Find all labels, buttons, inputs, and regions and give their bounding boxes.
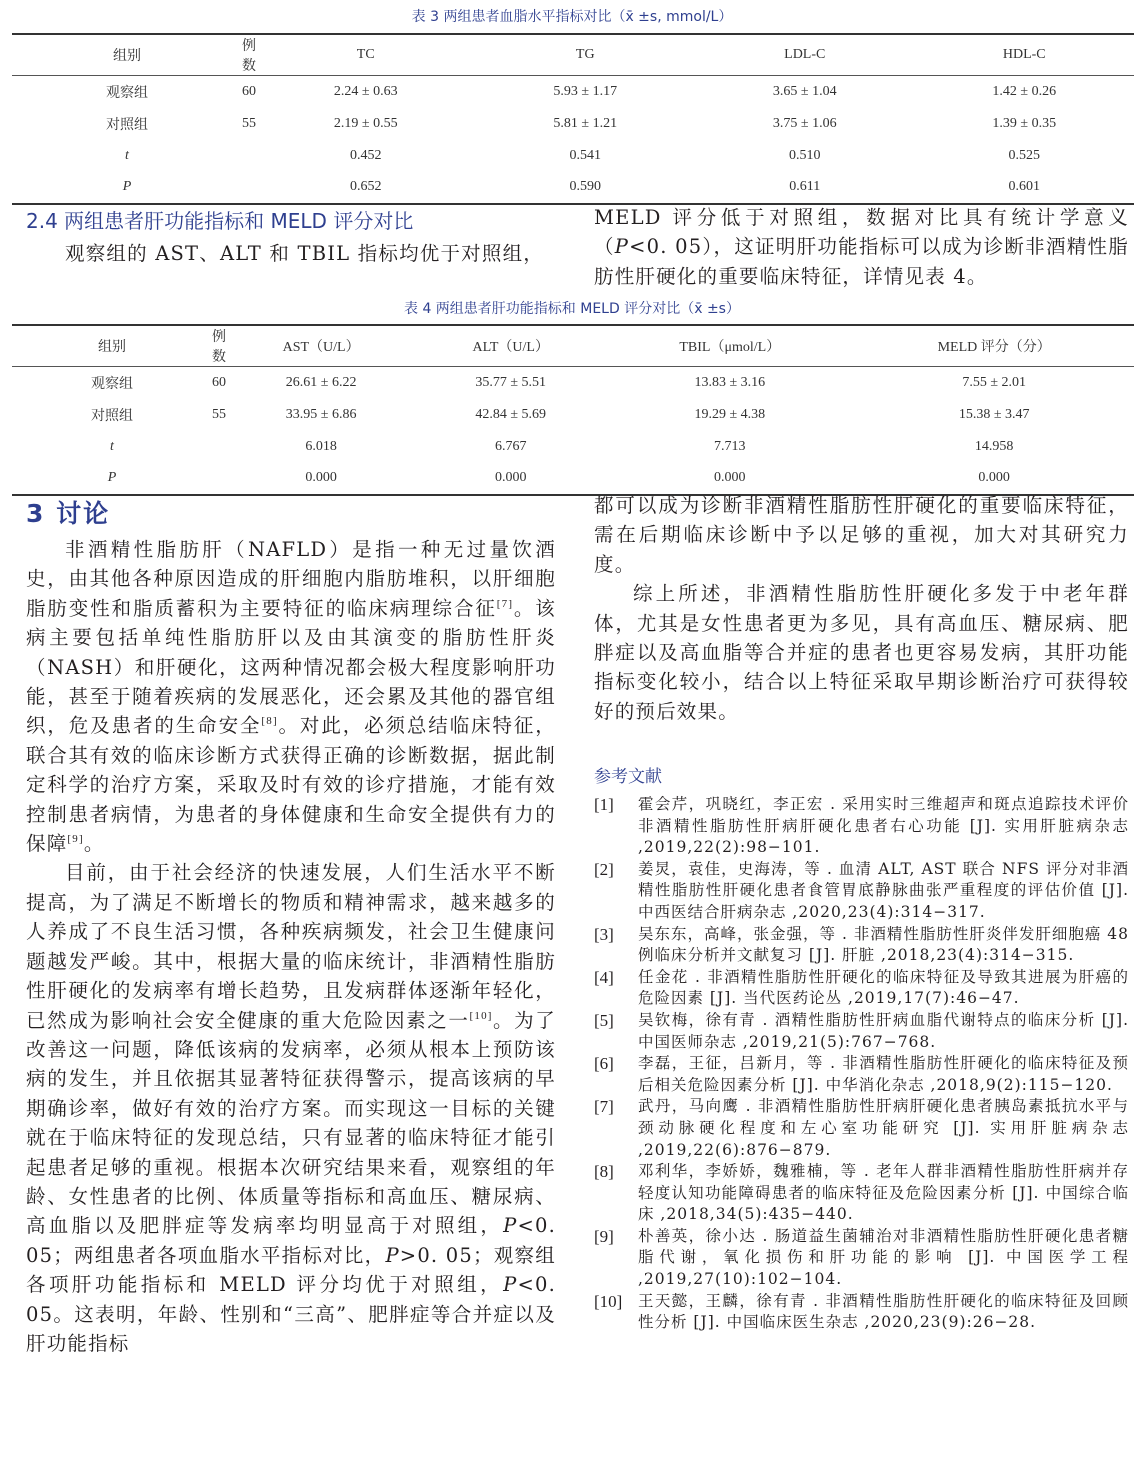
reference-item bbox=[594, 794, 1129, 859]
reference-number: [6] bbox=[594, 1054, 614, 1074]
table-cell: 2.24 ± 0.63 bbox=[333, 83, 398, 99]
table-cell: 19.29 ± 4.38 bbox=[694, 406, 766, 422]
table4-caption: 表 4 两组患者肝功能指标和 MELD 评分对比（x̄ ±s） bbox=[404, 301, 740, 317]
reference-text: 霍会芹，巩晓红，李正宏 . 采用实时三维超声和斑点追踪技术评价非酒精性脂肪性肝病肝硬化患者右心功能 [J]. 实用肝脏病杂志 ,2019,22(2):98−101. bbox=[638, 795, 1129, 857]
table-cell: 0.525 bbox=[1008, 147, 1040, 163]
text-run: 非酒精性脂肪肝（NAFLD）是指一种无过量饮酒史，由其他各种原因造成的肝细胞内脂肪堆积，以肝细胞脂肪变性和脂质蓄积为主要特征的临床病理综合征 bbox=[26, 538, 556, 620]
paragraph bbox=[594, 203, 1129, 291]
table-cell: 6.767 bbox=[494, 438, 527, 454]
reference-number: [5] bbox=[594, 1010, 614, 1030]
table-cell: t bbox=[110, 438, 114, 454]
references-list bbox=[594, 794, 1129, 1334]
table-cell: 7.55 ± 2.01 bbox=[962, 374, 1027, 390]
table-cell: 55 bbox=[242, 115, 256, 131]
reference-text: 王天懿，王麟，徐有青 . 非酒精性脂肪性肝硬化的临床特征及回顾性分析 [J]. 中国临床医生杂志 ,2020,23(9):26−28. bbox=[638, 1291, 1129, 1332]
citation[interactable]: [10] bbox=[469, 1009, 493, 1022]
reference-number: [8] bbox=[594, 1162, 614, 1182]
table-cell: 5.81 ± 1.21 bbox=[553, 115, 618, 131]
table-cell: 0.590 bbox=[569, 179, 601, 194]
paragraph bbox=[26, 858, 556, 1358]
reference-text: 李磊，王征，吕新月，等 . 非酒精性脂肪性肝硬化的临床特征及预后相关危险因素分析 [J]. 中华消化杂志 ,2018,9(2):115−120. bbox=[638, 1054, 1129, 1094]
text-run: 。为了改善这一问题，降低该病的发病率，必须从根本上预防该病的发生，并且依据其显著特征获得警示，提高该病的早期确诊率，做好有效的治疗方案。而实现这一目标的关键就在于临床特征的发现总结，只有显著的临床特征才能引起患者足够的重视。根据本次研究结果来看，观察组的年龄、女性患者的比例、体质量等指标和高血压、糖尿病、高血脂以及肥胖症等发病率均明显高于对照组， bbox=[26, 1008, 556, 1238]
reference-item bbox=[594, 924, 1129, 967]
reference-item bbox=[594, 1161, 1129, 1226]
table3-header: TG bbox=[575, 47, 595, 62]
table-cell: P bbox=[107, 470, 117, 485]
table-cell: 35.77 ± 5.51 bbox=[475, 374, 547, 390]
table-cell bbox=[212, 431, 226, 463]
citation[interactable]: [8] bbox=[261, 715, 278, 728]
table4-header: 例数 bbox=[212, 330, 226, 365]
table-cell: 14.958 bbox=[974, 438, 1014, 454]
table-cell: 13.83 ± 3.16 bbox=[694, 374, 766, 390]
text-run: <0. 05），这证明肝功能指标可以成为诊断非酒精性脂肪性肝硬化的重要临床特征，详情见表 4。 bbox=[594, 235, 1129, 288]
p-symbol: P bbox=[614, 235, 630, 259]
table-cell: 6.018 bbox=[305, 438, 337, 454]
text-run: 。对此，必须总结临床特征，联合其有效的临床诊断方式获得正确的诊断数据，据此制定科学的治疗方案，采取及时有效的诊疗措施，才能有效控制患者病情，为患者的身体健康和生命安全提供有力的保障 bbox=[26, 714, 557, 856]
table-cell: 2.19 ± 0.55 bbox=[333, 115, 398, 131]
table4-header-row bbox=[12, 325, 1134, 367]
table-cell: 0.000 bbox=[714, 470, 746, 485]
reference-number: [1] bbox=[594, 795, 614, 814]
reference-text: 武丹，马向鹰 . 非酒精性脂肪性肝病肝硬化患者胰岛素抵抗水平与颈动脉硬化程度和左心室功能研究 [J]. 实用肝脏病杂志 ,2019,22(6):876−879. bbox=[638, 1097, 1129, 1159]
table-row bbox=[12, 172, 1134, 204]
table-cell: 33.95 ± 6.86 bbox=[285, 406, 357, 422]
table-row bbox=[12, 463, 1134, 495]
reference-text: 姜炅，袁佳，史海涛，等 . 血清 ALT, AST 联合 NFS 评分对非酒精性脂肪性肝硬化患者食管胃底静脉曲张严重程度的评估价值 [J]. 中西医结合肝病杂志 ,2020,23(4):314−317. bbox=[638, 859, 1129, 921]
reference-item bbox=[594, 1053, 1129, 1096]
text-run: 目前，由于社会经济的快速发展，人们生活水平不断提高，为了满足不断增长的物质和精神需求，越来越多的人养成了不良生活习惯，各种疾病频发，社会卫生健康问题越发严峻。其中，根据大量的临床统计，非酒精性脂肪性肝硬化的发病率有增长趋势，且发病群体逐渐年轻化，已然成为影响社会安全健康的重大危险因素之一 bbox=[26, 861, 556, 1032]
reference-number: [10] bbox=[594, 1291, 623, 1311]
paragraph: 综上所述，非酒精性脂肪性肝硬化多发于中老年群体，尤其是女性患者更为多见，具有高血压、糖尿病、肥胖症以及高血脂等合并症的患者也更容易发病，其肝功能指标变化较小，结合以上特征采取早期诊断治疗可获得较好的预后效果。 bbox=[594, 582, 1129, 723]
paragraph bbox=[26, 535, 556, 858]
table-cell: 26.61 ± 6.22 bbox=[285, 374, 357, 390]
reference-text: 任金花 . 非酒精性脂肪性肝硬化的临床特征及导致其进展为肝癌的危险因素 [J]. 当代医药论丛 ,2019,17(7):46−47. bbox=[638, 967, 1129, 1008]
table4 bbox=[12, 324, 1134, 496]
table-cell bbox=[212, 463, 226, 495]
table-cell: 15.38 ± 3.47 bbox=[958, 406, 1030, 422]
table3-header-row bbox=[12, 34, 1134, 76]
text-run: >0. 05；观察组各项肝功能指标和 MELD 评分均优于对照组， bbox=[26, 1243, 556, 1297]
table4-header: TBIL（μmol/L） bbox=[679, 340, 781, 355]
table-cell: 0.541 bbox=[569, 147, 601, 163]
table-row bbox=[12, 108, 1134, 140]
table-cell: 42.84 ± 5.69 bbox=[475, 406, 547, 422]
table-cell: 3.65 ± 1.04 bbox=[772, 83, 837, 99]
references-heading: 参考文献 bbox=[594, 767, 662, 787]
reference-number: [4] bbox=[594, 967, 614, 987]
table3-header: 组别 bbox=[113, 49, 141, 64]
p-symbol: P bbox=[503, 1214, 518, 1238]
table-cell: 5.93 ± 1.17 bbox=[553, 83, 618, 99]
section-3-right-column bbox=[594, 491, 1129, 726]
table-cell: 1.42 ± 0.26 bbox=[992, 83, 1057, 99]
section-2-4-heading: 2.4 两组患者肝功能指标和 MELD 评分对比 bbox=[26, 209, 414, 233]
table-row bbox=[12, 399, 1134, 431]
table-cell: 观察组 bbox=[106, 85, 148, 101]
reference-text: 朴善英，徐小达 . 肠道益生菌辅治对非酒精性脂肪性肝硬化患者糖脂代谢，氧化损伤和肝功能的影响 [J]. 中国医学工程 ,2019,27(10):102−104. bbox=[638, 1226, 1129, 1289]
text-run: 。 bbox=[83, 832, 105, 856]
table-row bbox=[12, 76, 1134, 108]
table-cell: t bbox=[125, 147, 129, 163]
table-cell: 观察组 bbox=[91, 376, 133, 392]
table-cell: 0.452 bbox=[350, 147, 382, 163]
reference-number: [9] bbox=[594, 1226, 614, 1246]
table4-header: 组别 bbox=[98, 340, 126, 355]
reference-item bbox=[594, 1096, 1129, 1161]
text-run: MELD 评分低于对照组，数据对比具有统计学意义（ bbox=[594, 206, 1129, 259]
table-cell: 0.000 bbox=[305, 470, 337, 485]
table4-header: ALT（U/L） bbox=[472, 340, 549, 355]
paragraph: 观察组的 AST、ALT 和 TBIL 指标均优于对照组， bbox=[65, 242, 544, 265]
reference-item bbox=[594, 1226, 1129, 1291]
table-cell: 60 bbox=[242, 83, 256, 99]
section-3-left-column bbox=[26, 535, 556, 1358]
table3-caption: 表 3 两组患者血脂水平指标对比（x̄ ±s, mmol/L） bbox=[411, 9, 733, 25]
table4-header: AST（U/L） bbox=[282, 340, 360, 355]
table3 bbox=[12, 33, 1134, 205]
table-cell: 对照组 bbox=[91, 408, 133, 424]
text-run: 。该病主要包括单纯性脂肪肝以及由其演变的脂肪性肝炎（NASH）和肝硬化，这两种情况都会极大程度影响肝功能，甚至于随着疾病的发展恶化，还会累及其他的器官组织，危及患者的生命安全 bbox=[26, 596, 556, 738]
table-row bbox=[12, 367, 1134, 399]
table-cell: 55 bbox=[212, 406, 226, 422]
section-2-4-right-text bbox=[594, 203, 1129, 291]
table-cell: 7.713 bbox=[714, 438, 746, 454]
table-cell bbox=[242, 140, 256, 172]
reference-item bbox=[594, 1291, 1129, 1334]
table4-header: MELD 评分（分） bbox=[937, 340, 1051, 355]
text-run: <0. 05。这表明，年龄、性别和“三高”、肥胖症等合并症以及肝功能指标 bbox=[26, 1273, 556, 1355]
section-3-heading: 3 讨论 bbox=[26, 499, 111, 528]
reference-item bbox=[594, 859, 1129, 924]
p-symbol: P bbox=[503, 1273, 518, 1297]
table3-header: TC bbox=[356, 47, 375, 62]
table-cell bbox=[242, 172, 256, 204]
table-cell: 0.000 bbox=[978, 470, 1010, 485]
table-cell: 0.611 bbox=[789, 179, 821, 194]
table-cell: 0.601 bbox=[1008, 179, 1040, 194]
reference-item bbox=[594, 1010, 1129, 1053]
table3-header: LDL-C bbox=[784, 47, 826, 62]
reference-number: [3] bbox=[594, 924, 614, 944]
reference-text: 邓利华，李娇娇，魏雅楠，等 . 老年人群非酒精性脂肪性肝病并存轻度认知功能障碍患者的临床特征及危险因素分析 [J]. 中国综合临床 ,2018,34(5):435−440. bbox=[638, 1162, 1129, 1224]
table-cell: 对照组 bbox=[106, 117, 148, 133]
table-cell: P bbox=[122, 179, 132, 194]
reference-number: [2] bbox=[594, 859, 614, 879]
reference-number: [7] bbox=[594, 1097, 614, 1117]
text-run: <0. 05；两组患者各项血脂水平指标对比， bbox=[26, 1214, 556, 1267]
citation[interactable]: [9] bbox=[67, 833, 84, 846]
citation[interactable]: [7] bbox=[496, 597, 514, 610]
section-2-4-left-text bbox=[26, 239, 562, 268]
table3-header: 例数 bbox=[242, 39, 256, 74]
table-cell: 1.39 ± 0.35 bbox=[992, 115, 1057, 131]
table3-header: HDL-C bbox=[1002, 47, 1046, 62]
p-symbol: P bbox=[385, 1243, 400, 1267]
table-row bbox=[12, 431, 1134, 463]
paragraph: 都可以成为诊断非酒精性脂肪性肝硬化的重要临床特征，需在后期临床诊断中予以足够的重视，加大对其研究力度。 bbox=[594, 494, 1129, 576]
reference-text: 吴钦梅，徐有青 . 酒精性脂肪性肝病血脂代谢特点的临床分析 [J]. 中国医师杂志 ,2019,21(5):767−768. bbox=[638, 1010, 1129, 1051]
table-cell: 0.652 bbox=[350, 179, 382, 194]
reference-text: 吴东东，高峰，张金强，等 . 非酒精性脂肪性肝炎伴发肝细胞癌 48 例临床分析并文献复习 [J]. 肝脏 ,2018,23(4):314−315. bbox=[638, 924, 1129, 965]
table-row bbox=[12, 140, 1134, 172]
table-cell: 0.000 bbox=[494, 470, 527, 485]
table-cell: 3.75 ± 1.06 bbox=[772, 115, 837, 131]
table-cell: 0.510 bbox=[789, 147, 821, 163]
table-cell: 60 bbox=[212, 374, 226, 390]
reference-item bbox=[594, 967, 1129, 1010]
